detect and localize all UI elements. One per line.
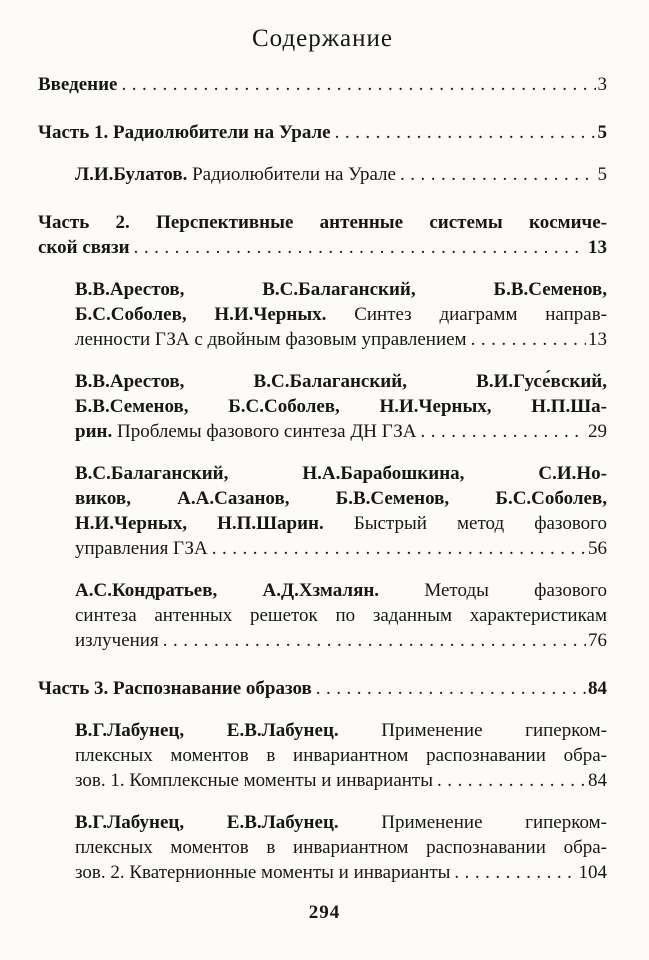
- dot-leader: [163, 628, 586, 653]
- toc-line-text: [38, 212, 607, 233]
- toc-line-text: [75, 768, 433, 793]
- toc-line: [75, 162, 607, 187]
- author-or-heading-text: В.В.Арестов, В.С.Балаганский, Б.В.Семенов,: [75, 279, 607, 300]
- author-or-heading-text: ской связи: [38, 237, 130, 258]
- entry-page-number: 5: [597, 164, 607, 185]
- dot-leader: [316, 676, 586, 701]
- toc-line: [38, 210, 607, 235]
- toc-line: [75, 511, 607, 536]
- entry-title-text: зов. 1. Комплексные моменты и инварианты: [75, 770, 433, 791]
- toc-entry: [38, 718, 607, 793]
- dot-leader: [335, 120, 596, 145]
- toc-line-text: [75, 860, 450, 885]
- dot-leader: [212, 536, 586, 561]
- dot-leader: [122, 72, 596, 97]
- toc-line-text: [75, 536, 208, 561]
- toc-line: [75, 327, 607, 352]
- toc-line-text: [75, 605, 607, 626]
- toc-line-text: [75, 580, 607, 601]
- toc-entry: [38, 461, 607, 561]
- entry-title-text: Методы фазового: [424, 580, 607, 601]
- author-or-heading-text: Б.С.Соболев, Н.И.Черных.: [75, 304, 355, 325]
- dot-leader: [471, 327, 586, 352]
- toc-entry: [38, 210, 607, 260]
- toc-line-text: [38, 72, 118, 97]
- toc-line: [75, 835, 607, 860]
- author-or-heading-text: Часть 3. Распознавание образов: [38, 678, 312, 699]
- author-or-heading-text: В.Г.Лабунец, Е.В.Лабунец.: [75, 812, 382, 833]
- toc-line: [75, 603, 607, 628]
- toc-line: [38, 235, 607, 260]
- author-or-heading-text: виков, А.А.Сазанов, Б.В.Семенов, Б.С.Соболев,: [75, 488, 607, 509]
- author-or-heading-text: Часть 1. Радиолюбители на Урале: [38, 122, 331, 143]
- toc-line: [75, 810, 607, 835]
- toc-entry: [38, 72, 607, 97]
- toc-line: [75, 419, 607, 444]
- toc-line-text: [75, 396, 607, 417]
- dot-leader: [437, 768, 586, 793]
- toc-line-text: [75, 463, 607, 484]
- page-title: Содержание: [252, 25, 393, 52]
- toc-line: [75, 394, 607, 419]
- toc-line: [75, 718, 607, 743]
- toc-line: [75, 369, 607, 394]
- entry-page-number: 29: [588, 421, 607, 442]
- entry-title-text: Быстрый метод фазового: [353, 513, 607, 534]
- author-or-heading-text: Б.В.Семенов, Б.С.Соболев, Н.И.Черных, Н.П.Ша-: [75, 396, 607, 417]
- toc-line-text: [75, 304, 607, 325]
- entry-title-text: плексных моментов в инвариантном распознавании обра-: [75, 837, 607, 858]
- entry-title-text: Применение гиперком-: [381, 812, 607, 833]
- author-or-heading-text: В.Г.Лабунец, Е.В.Лабунец.: [75, 720, 382, 741]
- toc-line-text: [75, 279, 607, 300]
- dot-leader: [400, 162, 596, 187]
- toc-line: [38, 120, 607, 145]
- toc-line: [38, 72, 607, 97]
- author-or-heading-text: В.С.Балаганский, Н.А.Барабошкина, С.И.Но-: [75, 463, 607, 484]
- toc-entry: [38, 578, 607, 653]
- toc-line-text: [75, 162, 396, 187]
- author-or-heading-text: рин.: [75, 421, 117, 442]
- toc-line: [38, 676, 607, 701]
- toc-line: [75, 486, 607, 511]
- toc-entry: [38, 676, 607, 701]
- toc-line: [75, 461, 607, 486]
- entry-title-text: плексных моментов в инвариантном распознавании обра-: [75, 745, 607, 766]
- toc-entry: [38, 162, 607, 187]
- toc-line-text: [75, 812, 607, 833]
- toc-entry: [38, 810, 607, 885]
- toc-line: [75, 628, 607, 653]
- entry-page-number: 84: [588, 678, 607, 699]
- author-or-heading-text: Часть 2. Перспективные антенные системы космиче-: [38, 212, 607, 233]
- toc-line-text: [38, 235, 130, 260]
- toc-line: [75, 578, 607, 603]
- entry-title-text: излучения: [75, 630, 159, 651]
- toc-line-text: [75, 371, 607, 392]
- entry-page-number: 76: [588, 630, 607, 651]
- toc-line-text: [75, 513, 607, 534]
- toc-line-text: [75, 745, 607, 766]
- entry-page-number: 13: [588, 237, 607, 258]
- author-or-heading-text: В.В.Арестов, В.С.Балаганский, В.И.Гусе́вский,: [75, 371, 607, 392]
- dot-leader: [454, 860, 576, 885]
- entry-title-text: зов. 2. Кватернионные моменты и инварианты: [75, 862, 451, 883]
- toc-line-text: [38, 120, 331, 145]
- toc-line: [75, 302, 607, 327]
- entry-page-number: 84: [588, 770, 607, 791]
- toc-entry: [38, 277, 607, 352]
- toc-line: [75, 277, 607, 302]
- toc-line-text: [75, 628, 159, 653]
- entry-title-text: управления ГЗА: [75, 538, 208, 559]
- toc-list: [38, 72, 607, 885]
- toc-line-text: [75, 419, 416, 444]
- entry-title-text: Радиолюбители на Урале: [192, 164, 396, 185]
- entry-title-text: Применение гиперком-: [381, 720, 607, 741]
- entry-page-number: 56: [588, 538, 607, 559]
- entry-page-number: 104: [578, 862, 607, 883]
- entry-title-text: ленности ГЗА с двойным фазовым управлением: [75, 329, 467, 350]
- toc-entry: [38, 120, 607, 145]
- entry-title-text: Синтез диаграмм направ-: [354, 304, 607, 325]
- toc-line: [75, 860, 607, 885]
- toc-line-text: [75, 488, 607, 509]
- toc-line: [75, 536, 607, 561]
- entry-title-text: синтеза антенных решеток по заданным характеристикам: [75, 605, 607, 626]
- entry-page-number: 3: [597, 74, 607, 95]
- dot-leader: [134, 235, 586, 260]
- toc-line: [75, 743, 607, 768]
- toc-line: [75, 768, 607, 793]
- author-or-heading-text: Л.И.Булатов.: [75, 164, 193, 185]
- entry-page-number: 5: [597, 122, 607, 143]
- author-or-heading-text: Н.И.Черных, Н.П.Шарин.: [75, 513, 354, 534]
- author-or-heading-text: Введение: [38, 74, 118, 95]
- entry-page-number: 13: [588, 329, 607, 350]
- toc-line-text: [75, 720, 607, 741]
- dot-leader: [420, 419, 586, 444]
- page-number-footer: 294: [308, 902, 341, 923]
- toc-entry: [38, 369, 607, 444]
- entry-title-text: Проблемы фазового синтеза ДН ГЗА: [116, 421, 417, 442]
- toc-line-text: [38, 676, 312, 701]
- toc-line-text: [75, 327, 467, 352]
- author-or-heading-text: А.С.Кондратьев, А.Д.Хзмалян.: [75, 580, 425, 601]
- toc-line-text: [75, 837, 607, 858]
